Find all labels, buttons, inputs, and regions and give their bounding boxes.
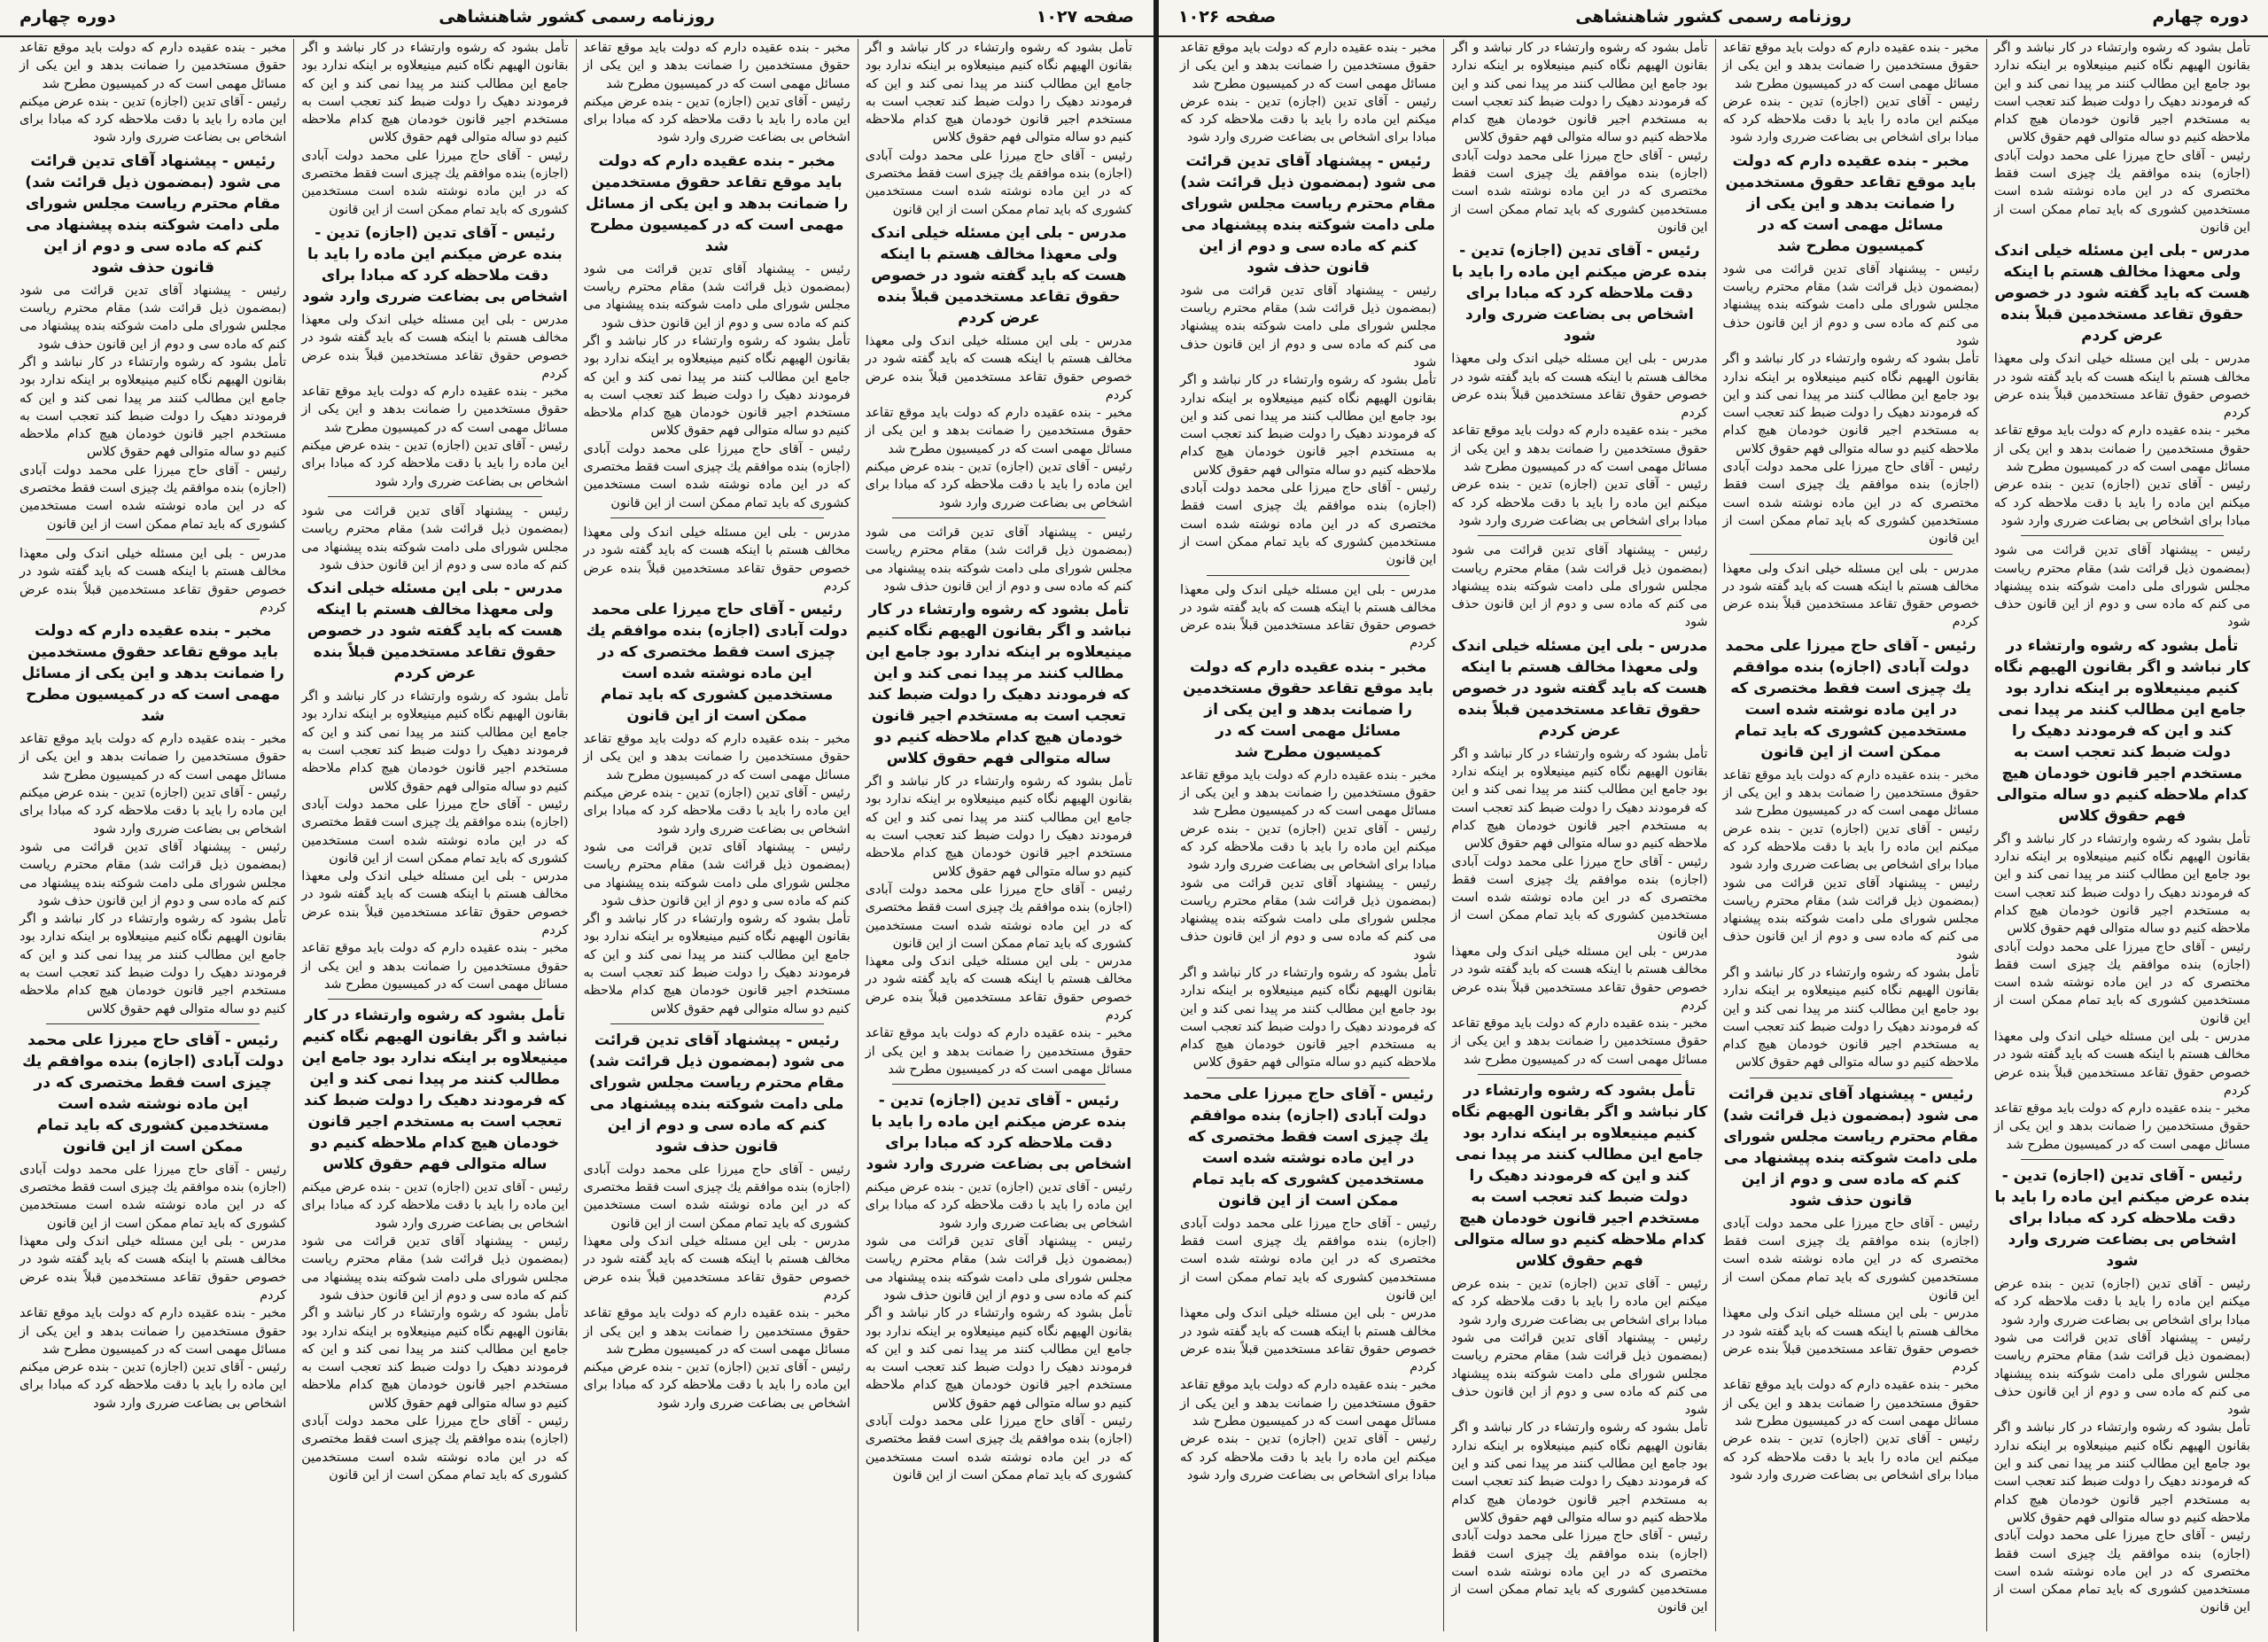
body-paragraph: تأمل بشود که رشوه وارتشاء در کار نباشد و اگر بقانون الهیهم نگاه کنیم مینیعلاوه بر اینکه ندارد بود جامع این مطالب کنند مر پیدا نمی کند و این که فرمودند دهیک را دولت ضبط کند تعجب است به مستخدم اجیر قانون خودمان هیچ کدام ملاحظه کنیم دو ساله متوالی فهم حقوق کلاس xyxy=(583,333,850,439)
body-paragraph: مخبر - بنده عقیده دارم که دولت باید موقع تقاعد حقوق مستخدمین را ضمانت بدهد و این یکی از مسائل مهمی است که در کمیسیون مطرح شد xyxy=(1993,1101,2250,1152)
body-paragraph: تأمل بشود که رشوه وارتشاء در کار نباشد و اگر بقانون الهیهم نگاه کنیم مینیعلاوه بر اینکه ندارد بود جامع این مطالب کنند مر پیدا نمی کند و این که فرمودند دهیک را دولت ضبط کند تعجب است به مستخدم اجیر قانون خودمان هیچ کدام ملاحظه کنیم دو ساله متوالی فهم حقوق کلاس xyxy=(1451,41,1708,145)
speaker-heading: مخبر - بنده عقیده دارم که دولت باید موقع تقاعد حقوق مستخدمین را ضمانت بدهد و این یکی از مسائل مهمی است که در کمیسیون مطرح شد xyxy=(21,622,284,726)
body-paragraph: تأمل بشود که رشوه وارتشاء در کار نباشد و اگر بقانون الهیهم نگاه کنیم مینیعلاوه بر اینکه ندارد بود جامع این مطالب کنند مر پیدا نمی کند و این که فرمودند دهیک را دولت ضبط کند تعجب است به مستخدم اجیر قانون خودمان هیچ کدام ملاحظه کنیم دو ساله متوالی فهم حقوق کلاس xyxy=(19,354,287,460)
body-paragraph: رئیس - پیشنهاد آقای تدین قرائت می شود (بمضمون ذیل قرائت شد) مقام محترم ریاست مجلس شورای ملی دامت شوکته بنده پیشنهاد می کنم که ماده سی و دوم از این قانون حذف شود xyxy=(19,283,287,352)
separator xyxy=(1478,1074,1681,1075)
body-paragraph: تأمل بشود که رشوه وارتشاء در کار نباشد و اگر بقانون الهیهم نگاه کنیم مینیعلاوه بر اینکه ندارد بود جامع این مطالب کنند مر پیدا نمی کند و این که فرمودند دهیک را دولت ضبط کند تعجب است به مستخدم اجیر قانون خودمان هیچ کدام ملاحظه کنیم دو ساله متوالی فهم حقوق کلاس xyxy=(1722,352,1979,456)
body-paragraph: مدرس - بلی این مسئله خیلی اندک ولی معهذا مخالف هستم با اینکه هست که باید گفته شود در خصوص حقوق تقاعد مستخدمین قبلاً بنده عرض کردم xyxy=(865,333,1132,402)
body-paragraph: رئیس - آقای حاج میرزا علی محمد دولت آبادی (اجازه) بنده موافقم یك چیزی است فقط مختصری که در این ماده نوشته شده است مستخدمین کشوری که باید تمام ممکن است از این قانون xyxy=(583,1162,850,1231)
body-paragraph: تأمل بشود که رشوه وارتشاء در کار نباشد و اگر بقانون الهیهم نگاه کنیم مینیعلاوه بر اینکه ندارد بود جامع این مطالب کنند مر پیدا نمی کند و این که فرمودند دهیک را دولت ضبط کند تعجب است به مستخدم اجیر قانون خودمان هیچ کدام ملاحظه کنیم دو ساله متوالی فهم حقوق کلاس xyxy=(1451,1420,1708,1525)
body-paragraph: رئیس - آقای تدین (اجازه) تدین - بنده عرض میکنم این ماده را باید با دقت ملاحظه کرد که مبادا برای اشخاص بی بضاعت ضرری وارد شود xyxy=(865,460,1132,510)
body-paragraph: رئیس - آقای حاج میرزا علی محمد دولت آبادی (اجازه) بنده موافقم یك چیزی است فقط مختصری که در این ماده نوشته شده است مستخدمین کشوری که باید تمام ممکن است از این قانون xyxy=(583,441,850,510)
speaker-heading: رئیس - آقای تدین (اجازه) تدین - بنده عرض میکنم این ماده را باید با دقت ملاحظه کرد که مبادا برای اشخاص بی بضاعت ضرری وارد شود xyxy=(866,1092,1132,1174)
body-paragraph: رئیس - آقای تدین (اجازه) تدین - بنده عرض میکنم این ماده را باید با دقت ملاحظه کرد که مبادا برای اشخاص بی بضاعت ضرری وارد شود xyxy=(1993,478,2250,528)
text-column xyxy=(1173,39,1443,1631)
body-paragraph: رئیس - آقای تدین (اجازه) تدین - بنده عرض میکنم این ماده را باید با دقت ملاحظه کرد که مبادا برای اشخاص بی بضاعت ضرری وارد شود xyxy=(301,1180,569,1231)
body-paragraph: رئیس - پیشنهاد آقای تدین قرائت می شود (بمضمون ذیل قرائت شد) مقام محترم ریاست مجلس شورای ملی دامت شوکته بنده پیشنهاد می کنم که ماده سی و دوم از این قانون حذف شود xyxy=(1451,1330,1708,1418)
body-paragraph: رئیس - پیشنهاد آقای تدین قرائت می شود (بمضمون ذیل قرائت شد) مقام محترم ریاست مجلس شورای ملی دامت شوکته بنده پیشنهاد می کنم که ماده سی و دوم از این قانون حذف شود xyxy=(19,839,287,908)
body-paragraph: مخبر - بنده عقیده دارم که دولت باید موقع تقاعد حقوق مستخدمین را ضمانت بدهد و این یکی از مسائل مهمی است که در کمیسیون مطرح شد xyxy=(1722,1378,1979,1429)
body-paragraph: رئیس - آقای تدین (اجازه) تدین - بنده عرض میکنم این ماده را باید با دقت ملاحظه کرد که مبادا برای اشخاص بی بضاعت ضرری وارد شود xyxy=(1451,1277,1708,1327)
speaker-heading: رئیس - پیشنهاد آقای تدین قرائت می شود (بمضمون ذیل قرائت شد) مقام محترم ریاست مجلس شورای ملی دامت شوکته بنده پیشنهاد می کنم که ماده سی و دوم از این قانون حذف شود xyxy=(1722,1085,1979,1210)
left-page-header xyxy=(0,0,1153,37)
body-paragraph: رئیس - آقای تدین (اجازه) تدین - بنده عرض میکنم این ماده را باید با دقت ملاحظه کرد که مبادا برای اشخاص بی بضاعت ضرری وارد شود xyxy=(19,94,287,145)
body-paragraph: رئیس - پیشنهاد آقای تدین قرائت می شود (بمضمون ذیل قرائت شد) مقام محترم ریاست مجلس شورای ملی دامت شوکته بنده پیشنهاد می کنم که ماده سی و دوم از این قانون حذف شود xyxy=(1722,261,1979,348)
separator xyxy=(2021,535,2224,536)
speaker-heading: تأمل بشود که رشوه وارتشاء در کار نباشد و اگر بقانون الهیهم نگاه کنیم مینیعلاوه بر اینکه ندارد بود جامع این مطالب کنند مر پیدا نمی کند و این که فرمودند دهیک را دولت ضبط کند تعجب است به مستخدم اجیر قانون خودمان هیچ کدام ملاحظه کنیم دو ساله متوالی فهم حقوق کلاس xyxy=(301,1007,569,1174)
issue-label: دوره چهارم xyxy=(2152,7,2249,27)
text-column xyxy=(1715,39,1986,1631)
body-paragraph: رئیس - آقای حاج میرزا علی محمد دولت آبادی (اجازه) بنده موافقم یك چیزی است فقط مختصری که در این ماده نوشته شده است مستخدمین کشوری که باید تمام ممکن است از این قانون xyxy=(301,148,569,217)
body-paragraph: رئیس - آقای حاج میرزا علی محمد دولت آبادی (اجازه) بنده موافقم یك چیزی است فقط مختصری که در این ماده نوشته شده است مستخدمین کشوری که باید تمام ممکن است از این قانون xyxy=(1180,1216,1437,1303)
issue-label: دوره چهارم xyxy=(19,7,116,27)
body-paragraph: رئیس - آقای حاج میرزا علی محمد دولت آبادی (اجازه) بنده موافقم یك چیزی است فقط مختصری که در این ماده نوشته شده است مستخدمین کشوری که باید تمام ممکن است از این قانون xyxy=(1993,1529,2250,1615)
body-paragraph: رئیس - آقای حاج میرزا علی محمد دولت آبادی (اجازه) بنده موافقم یك چیزی است فقط مختصری که در این ماده نوشته شده است مستخدمین کشوری که باید تمام ممکن است از این قانون xyxy=(1451,854,1708,941)
body-paragraph: تأمل بشود که رشوه وارتشاء در کار نباشد و اگر بقانون الهیهم نگاه کنیم مینیعلاوه بر اینکه ندارد بود جامع این مطالب کنند مر پیدا نمی کند و این که فرمودند دهیک را دولت ضبط کند تعجب است به مستخدم اجیر قانون خودمان هیچ کدام ملاحظه کنیم دو ساله متوالی فهم حقوق کلاس xyxy=(19,912,287,1016)
body-paragraph: مخبر - بنده عقیده دارم که دولت باید موقع تقاعد حقوق مستخدمین را ضمانت بدهد و این یکی از مسائل مهمی است که در کمیسیون مطرح شد xyxy=(1722,41,1979,91)
body-paragraph: رئیس - آقای تدین (اجازه) تدین - بنده عرض میکنم این ماده را باید با دقت ملاحظه کرد که مبادا برای اشخاص بی بضاعت ضرری وارد شود xyxy=(865,1180,1132,1231)
body-paragraph: رئیس - پیشنهاد آقای تدین قرائت می شود (بمضمون ذیل قرائت شد) مقام محترم ریاست مجلس شورای ملی دامت شوکته بنده پیشنهاد می کنم که ماده سی و دوم از این قانون حذف شود xyxy=(1993,543,2250,630)
speaker-heading: رئیس - آقای حاج میرزا علی محمد دولت آبادی (اجازه) بنده موافقم یك چیزی است فقط مختصری که در این ماده نوشته شده است مستخدمین کشوری که باید تمام ممکن است از این قانون xyxy=(586,601,848,726)
speaker-heading: رئیس - آقای تدین (اجازه) تدین - بنده عرض میکنم این ماده را باید با دقت ملاحظه کرد که مبادا برای اشخاص بی بضاعت ضرری وارد شود xyxy=(1451,242,1707,346)
body-paragraph: مدرس - بلی این مسئله خیلی اندک ولی معهذا مخالف هستم با اینکه هست که باید گفته شود در خصوص حقوق تقاعد مستخدمین قبلاً بنده عرض کردم xyxy=(1993,1029,2250,1098)
body-paragraph: تأمل بشود که رشوه وارتشاء در کار نباشد و اگر بقانون الهیهم نگاه کنیم مینیعلاوه بر اینکه ندارد بود جامع این مطالب کنند مر پیدا نمی کند و این که فرمودند دهیک را دولت ضبط کند تعجب است به مستخدم اجیر قانون خودمان هیچ کدام ملاحظه کنیم دو ساله متوالی فهم حقوق کلاس xyxy=(1993,41,2250,145)
body-paragraph: مخبر - بنده عقیده دارم که دولت باید موقع تقاعد حقوق مستخدمین را ضمانت بدهد و این یکی از مسائل مهمی است که در کمیسیون مطرح شد xyxy=(865,1026,1132,1077)
body-paragraph: رئیس - پیشنهاد آقای تدین قرائت می شود (بمضمون ذیل قرائت شد) مقام محترم ریاست مجلس شورای ملی دامت شوکته بنده پیشنهاد می کنم که ماده سی و دوم از این قانون حذف شود xyxy=(301,1234,569,1303)
body-paragraph: رئیس - آقای تدین (اجازه) تدین - بنده عرض میکنم این ماده را باید با دقت ملاحظه کرد که مبادا برای اشخاص بی بضاعت ضرری وارد شود xyxy=(583,1360,850,1411)
speaker-heading: مدرس - بلی این مسئله خیلی اندک ولی معهذا مخالف هستم با اینکه هست که باید گفته شود در خصوص حقوق تقاعد مستخدمین قبلاً بنده عرض کردم xyxy=(1451,636,1708,740)
speaker-heading: رئیس - آقای حاج میرزا علی محمد دولت آبادی (اجازه) بنده موافقم یك چیزی است فقط مختصری که در این ماده نوشته شده است مستخدمین کشوری که باید تمام ممکن است از این قانون xyxy=(1183,1085,1434,1210)
page-number: صفحه ۱۰۲۷ xyxy=(1036,7,1134,27)
separator xyxy=(2021,1159,2224,1160)
body-paragraph: مدرس - بلی این مسئله خیلی اندک ولی معهذا مخالف هستم با اینکه هست که باید گفته شود در خصوص حقوق تقاعد مستخدمین قبلاً بنده عرض کردم xyxy=(301,869,569,938)
body-paragraph: تأمل بشود که رشوه وارتشاء در کار نباشد و اگر بقانون الهیهم نگاه کنیم مینیعلاوه بر اینکه ندارد بود جامع این مطالب کنند مر پیدا نمی کند و این که فرمودند دهیک را دولت ضبط کند تعجب است به مستخدم اجیر قانون خودمان هیچ کدام ملاحظه کنیم دو ساله متوالی فهم حقوق کلاس xyxy=(865,1306,1132,1411)
body-paragraph: رئیس - آقای حاج میرزا علی محمد دولت آبادی (اجازه) بنده موافقم یك چیزی است فقط مختصری که در این ماده نوشته شده است مستخدمین کشوری که باید تمام ممکن است از این قانون xyxy=(1722,460,1979,547)
body-paragraph: رئیس - پیشنهاد آقای تدین قرائت می شود (بمضمون ذیل قرائت شد) مقام محترم ریاست مجلس شورای ملی دامت شوکته بنده پیشنهاد می کنم که ماده سی و دوم از این قانون حذف شود xyxy=(1722,875,1979,962)
body-paragraph: رئیس - آقای تدین (اجازه) تدین - بنده عرض میکنم این ماده را باید با دقت ملاحظه کرد که مبادا برای اشخاص بی بضاعت ضرری وارد شود xyxy=(1722,94,1979,145)
speaker-heading: مدرس - بلی این مسئله خیلی اندک ولی معهذا مخالف هستم با اینکه هست که باید گفته شود در خصوص حقوق تقاعد مستخدمین قبلاً بنده عرض کردم xyxy=(1993,242,2250,346)
body-paragraph: تأمل بشود که رشوه وارتشاء در کار نباشد و اگر بقانون الهیهم نگاه کنیم مینیعلاوه بر اینکه ندارد بود جامع این مطالب کنند مر پیدا نمی کند و این که فرمودند دهیک را دولت ضبط کند تعجب است به مستخدم اجیر قانون خودمان هیچ کدام ملاحظه کنیم دو ساله متوالی فهم حقوق کلاس xyxy=(301,41,569,145)
body-paragraph: تأمل بشود که رشوه وارتشاء در کار نباشد و اگر بقانون الهیهم نگاه کنیم مینیعلاوه بر اینکه ندارد بود جامع این مطالب کنند مر پیدا نمی کند و این که فرمودند دهیک را دولت ضبط کند تعجب است به مستخدم اجیر قانون خودمان هیچ کدام ملاحظه کنیم دو ساله متوالی فهم حقوق کلاس xyxy=(1451,746,1708,852)
speaker-heading: مخبر - بنده عقیده دارم که دولت باید موقع تقاعد حقوق مستخدمین را ضمانت بدهد و این یکی از مسائل مهمی است که در کمیسیون مطرح شد xyxy=(1725,152,1977,255)
body-paragraph: مخبر - بنده عقیده دارم که دولت باید موقع تقاعد حقوق مستخدمین را ضمانت بدهد و این یکی از مسائل مهمی است که در کمیسیون مطرح شد xyxy=(1451,1016,1708,1067)
text-column xyxy=(1443,39,1714,1631)
separator xyxy=(46,539,260,540)
body-paragraph: مدرس - بلی این مسئله خیلی اندک ولی معهذا مخالف هستم با اینکه هست که باید گفته شود در خصوص حقوق تقاعد مستخدمین قبلاً بنده عرض کردم xyxy=(301,312,569,381)
body-paragraph: رئیس - آقای حاج میرزا علی محمد دولت آبادی (اجازه) بنده موافقم یك چیزی است فقط مختصری که در این ماده نوشته شده است مستخدمین کشوری که باید تمام ممکن است از این قانون xyxy=(1451,1529,1708,1615)
body-paragraph: مخبر - بنده عقیده دارم که دولت باید موقع تقاعد حقوق مستخدمین را ضمانت بدهد و این یکی از مسائل مهمی است که در کمیسیون مطرح شد xyxy=(1180,41,1437,91)
body-paragraph: مخبر - بنده عقیده دارم که دولت باید موقع تقاعد حقوق مستخدمین را ضمانت بدهد و این یکی از مسائل مهمی است که در کمیسیون مطرح شد xyxy=(19,732,287,782)
body-paragraph: مخبر - بنده عقیده دارم که دولت باید موقع تقاعد حقوق مستخدمین را ضمانت بدهد و این یکی از مسائل مهمی است که در کمیسیون مطرح شد xyxy=(1180,1378,1437,1429)
body-paragraph: تأمل بشود که رشوه وارتشاء در کار نباشد و اگر بقانون الهیهم نگاه کنیم مینیعلاوه بر اینکه ندارد بود جامع این مطالب کنند مر پیدا نمی کند و این که فرمودند دهیک را دولت ضبط کند تعجب است به مستخدم اجیر قانون خودمان هیچ کدام ملاحظه کنیم دو ساله متوالی فهم حقوق کلاس xyxy=(583,912,850,1016)
body-paragraph: مخبر - بنده عقیده دارم که دولت باید موقع تقاعد حقوق مستخدمین را ضمانت بدهد و این یکی از مسائل مهمی است که در کمیسیون مطرح شد xyxy=(865,406,1132,456)
speaker-heading: تأمل بشود که رشوه وارتشاء در کار نباشد و اگر بقانون الهیهم نگاه کنیم مینیعلاوه بر اینکه ندارد بود جامع این مطالب کنند مر پیدا نمی کند و این که فرمودند دهیک را دولت ضبط کند تعجب است به مستخدم اجیر قانون خودمان هیچ کدام ملاحظه کنیم دو ساله متوالی فهم حقوق کلاس xyxy=(1451,1082,1708,1271)
speaker-heading: مخبر - بنده عقیده دارم که دولت باید موقع تقاعد حقوق مستخدمین را ضمانت بدهد و این یکی از مسائل مهمی است که در کمیسیون مطرح شد xyxy=(1183,658,1434,761)
speaker-heading: رئیس - آقای تدین (اجازه) تدین - بنده عرض میکنم این ماده را باید با دقت ملاحظه کرد که مبادا برای اشخاص بی بضاعت ضرری وارد شود xyxy=(302,223,568,306)
body-paragraph: تأمل بشود که رشوه وارتشاء در کار نباشد و اگر بقانون الهیهم نگاه کنیم مینیعلاوه بر اینکه ندارد بود جامع این مطالب کنند مر پیدا نمی کند و این که فرمودند دهیک را دولت ضبط کند تعجب است به مستخدم اجیر قانون خودمان هیچ کدام ملاحظه کنیم دو ساله متوالی فهم حقوق کلاس xyxy=(301,689,569,794)
body-paragraph: رئیس - آقای تدین (اجازه) تدین - بنده عرض میکنم این ماده را باید با دقت ملاحظه کرد که مبادا برای اشخاص بی بضاعت ضرری وارد شود xyxy=(19,786,287,837)
separator xyxy=(328,999,541,1000)
body-paragraph: تأمل بشود که رشوه وارتشاء در کار نباشد و اگر بقانون الهیهم نگاه کنیم مینیعلاوه بر اینکه ندارد بود جامع این مطالب کنند مر پیدا نمی کند و این که فرمودند دهیک را دولت ضبط کند تعجب است به مستخدم اجیر قانون خودمان هیچ کدام ملاحظه کنیم دو ساله متوالی فهم حقوق کلاس xyxy=(1180,965,1437,1070)
speaker-heading: رئیس - پیشنهاد آقای تدین قرائت می شود (بمضمون ذیل قرائت شد) مقام محترم ریاست مجلس شورای ملی دامت شوکته بنده پیشنهاد می کنم که ماده سی و دوم از این قانون حذف شود xyxy=(25,152,282,276)
speaker-heading: رئیس - آقای تدین (اجازه) تدین - بنده عرض میکنم این ماده را باید با دقت ملاحظه کرد که مبادا برای اشخاص بی بضاعت ضرری وارد شود xyxy=(1994,1167,2250,1271)
separator xyxy=(1750,554,1953,555)
body-paragraph: مخبر - بنده عقیده دارم که دولت باید موقع تقاعد حقوق مستخدمین را ضمانت بدهد و این یکی از مسائل مهمی است که در کمیسیون مطرح شد xyxy=(1993,424,2250,475)
body-paragraph: تأمل بشود که رشوه وارتشاء در کار نباشد و اگر بقانون الهیهم نگاه کنیم مینیعلاوه بر اینکه ندارد بود جامع این مطالب کنند مر پیدا نمی کند و این که فرمودند دهیک را دولت ضبط کند تعجب است به مستخدم اجیر قانون خودمان هیچ کدام ملاحظه کنیم دو ساله متوالی فهم حقوق کلاس xyxy=(865,41,1132,145)
body-paragraph: رئیس - پیشنهاد آقای تدین قرائت می شود (بمضمون ذیل قرائت شد) مقام محترم ریاست مجلس شورای ملی دامت شوکته بنده پیشنهاد می کنم که ماده سی و دوم از این قانون حذف شود xyxy=(1180,875,1437,962)
separator xyxy=(1478,535,1681,536)
body-paragraph: رئیس - آقای حاج میرزا علی محمد دولت آبادی (اجازه) بنده موافقم یك چیزی است فقط مختصری که در این ماده نوشته شده است مستخدمین کشوری که باید تمام ممکن است از این قانون xyxy=(301,797,569,866)
page-number: صفحه ۱۰۲۶ xyxy=(1178,7,1277,27)
left-page-columns xyxy=(12,39,1139,1631)
body-paragraph: رئیس - آقای حاج میرزا علی محمد دولت آبادی (اجازه) بنده موافقم یك چیزی است فقط مختصری که در این ماده نوشته شده است مستخدمین کشوری که باید تمام ممکن است از این قانون xyxy=(865,148,1132,217)
body-paragraph: مدرس - بلی این مسئله خیلی اندک ولی معهذا مخالف هستم با اینکه هست که باید گفته شود در خصوص حقوق تقاعد مستخدمین قبلاً بنده عرض کردم xyxy=(1451,352,1708,421)
body-paragraph: رئیس - آقای تدین (اجازه) تدین - بنده عرض میکنم این ماده را باید با دقت ملاحظه کرد که مبادا برای اشخاص بی بضاعت ضرری وارد شود xyxy=(1993,1277,2250,1327)
body-paragraph: رئیس - پیشنهاد آقای تدین قرائت می شود (بمضمون ذیل قرائت شد) مقام محترم ریاست مجلس شورای ملی دامت شوکته بنده پیشنهاد می کنم که ماده سی و دوم از این قانون حذف شود xyxy=(301,503,569,572)
body-paragraph: تأمل بشود که رشوه وارتشاء در کار نباشد و اگر بقانون الهیهم نگاه کنیم مینیعلاوه بر اینکه ندارد بود جامع این مطالب کنند مر پیدا نمی کند و این که فرمودند دهیک را دولت ضبط کند تعجب است به مستخدم اجیر قانون خودمان هیچ کدام ملاحظه کنیم دو ساله متوالی فهم حقوق کلاس xyxy=(301,1306,569,1411)
body-paragraph: مخبر - بنده عقیده دارم که دولت باید موقع تقاعد حقوق مستخدمین را ضمانت بدهد و این یکی از مسائل مهمی است که در کمیسیون مطرح شد xyxy=(19,1306,287,1357)
separator xyxy=(328,496,541,497)
right-page xyxy=(1159,0,2268,1642)
body-paragraph: مدرس - بلی این مسئله خیلی اندک ولی معهذا مخالف هستم با اینکه هست که باید گفته شود در خصوص حقوق تقاعد مستخدمین قبلاً بنده عرض کردم xyxy=(19,546,287,615)
body-paragraph: رئیس - آقای تدین (اجازه) تدین - بنده عرض میکنم این ماده را باید با دقت ملاحظه کرد که مبادا برای اشخاص بی بضاعت ضرری وارد شود xyxy=(1180,1432,1437,1482)
body-paragraph: رئیس - آقای تدین (اجازه) تدین - بنده عرض میکنم این ماده را باید با دقت ملاحظه کرد که مبادا برای اشخاص بی بضاعت ضرری وارد شود xyxy=(583,786,850,837)
body-paragraph: تأمل بشود که رشوه وارتشاء در کار نباشد و اگر بقانون الهیهم نگاه کنیم مینیعلاوه بر اینکه ندارد بود جامع این مطالب کنند مر پیدا نمی کند و این که فرمودند دهیک را دولت ضبط کند تعجب است به مستخدم اجیر قانون خودمان هیچ کدام ملاحظه کنیم دو ساله متوالی فهم حقوق کلاس xyxy=(1993,1420,2250,1525)
body-paragraph: مخبر - بنده عقیده دارم که دولت باید موقع تقاعد حقوق مستخدمین را ضمانت بدهد و این یکی از مسائل مهمی است که در کمیسیون مطرح شد xyxy=(19,41,287,91)
body-paragraph: رئیس - آقای حاج میرزا علی محمد دولت آبادی (اجازه) بنده موافقم یك چیزی است فقط مختصری که در این ماده نوشته شده است مستخدمین کشوری که باید تمام ممکن است از این قانون xyxy=(19,1162,287,1231)
body-paragraph: رئیس - آقای حاج میرزا علی محمد دولت آبادی (اجازه) بنده موافقم یك چیزی است فقط مختصری که در این ماده نوشته شده است مستخدمین کشوری که باید تمام ممکن است از این قانون xyxy=(865,882,1132,951)
body-paragraph: مدرس - بلی این مسئله خیلی اندک ولی معهذا مخالف هستم با اینکه هست که باید گفته شود در خصوص حقوق تقاعد مستخدمین قبلاً بنده عرض کردم xyxy=(1722,561,1979,630)
speaker-heading: مدرس - بلی این مسئله خیلی اندک ولی معهذا مخالف هستم با اینکه هست که باید گفته شود در خصوص حقوق تقاعد مستخدمین قبلاً بنده عرض کردم xyxy=(307,580,563,683)
body-paragraph: رئیس - آقای تدین (اجازه) تدین - بنده عرض میکنم این ماده را باید با دقت ملاحظه کرد که مبادا برای اشخاص بی بضاعت ضرری وارد شود xyxy=(583,94,850,145)
body-paragraph: مخبر - بنده عقیده دارم که دولت باید موقع تقاعد حقوق مستخدمین را ضمانت بدهد و این یکی از مسائل مهمی است که در کمیسیون مطرح شد xyxy=(583,41,850,91)
speaker-heading: رئیس - پیشنهاد آقای تدین قرائت می شود (بمضمون ذیل قرائت شد) مقام محترم ریاست مجلس شورای ملی دامت شوکته بنده پیشنهاد می کنم که ماده سی و دوم از این قانون حذف شود xyxy=(1180,152,1437,276)
body-paragraph: رئیس - پیشنهاد آقای تدین قرائت می شود (بمضمون ذیل قرائت شد) مقام محترم ریاست مجلس شورای ملی دامت شوکته بنده پیشنهاد می کنم که ماده سی و دوم از این قانون حذف شود xyxy=(865,1234,1132,1303)
body-paragraph: رئیس - آقای تدین (اجازه) تدین - بنده عرض میکنم این ماده را باید با دقت ملاحظه کرد که مبادا برای اشخاص بی بضاعت ضرری وارد شود xyxy=(1451,478,1708,528)
separator xyxy=(892,1084,1106,1085)
body-paragraph: رئیس - آقای حاج میرزا علی محمد دولت آبادی (اجازه) بنده موافقم یك چیزی است فقط مختصری که در این ماده نوشته شده است مستخدمین کشوری که باید تمام ممکن است از این قانون xyxy=(301,1414,569,1482)
speaker-heading: تأمل بشود که رشوه وارتشاء در کار نباشد و اگر بقانون الهیهم نگاه کنیم مینیعلاوه بر اینکه ندارد بود جامع این مطالب کنند مر پیدا نمی کند و این که فرمودند دهیک را دولت ضبط کند تعجب است به مستخدم اجیر قانون خودمان هیچ کدام ملاحظه کنیم دو ساله متوالی فهم حقوق کلاس xyxy=(865,601,1132,768)
text-column xyxy=(1986,39,2257,1631)
body-paragraph: مدرس - بلی این مسئله خیلی اندک ولی معهذا مخالف هستم با اینکه هست که باید گفته شود در خصوص حقوق تقاعد مستخدمین قبلاً بنده عرض کردم xyxy=(19,1234,287,1303)
right-page-columns xyxy=(1173,39,2257,1631)
body-paragraph: مدرس - بلی این مسئله خیلی اندک ولی معهذا مخالف هستم با اینکه هست که باید گفته شود در خصوص حقوق تقاعد مستخدمین قبلاً بنده عرض کردم xyxy=(1180,1306,1437,1375)
body-paragraph: رئیس - آقای حاج میرزا علی محمد دولت آبادی (اجازه) بنده موافقم یك چیزی است فقط مختصری که در این ماده نوشته شده است مستخدمین کشوری که باید تمام ممکن است از این قانون xyxy=(865,1414,1132,1482)
body-paragraph: مدرس - بلی این مسئله خیلی اندک ولی معهذا مخالف هستم با اینکه هست که باید گفته شود در خصوص حقوق تقاعد مستخدمین قبلاً بنده عرض کردم xyxy=(1722,1306,1979,1375)
body-paragraph: رئیس - پیشنهاد آقای تدین قرائت می شود (بمضمون ذیل قرائت شد) مقام محترم ریاست مجلس شورای ملی دامت شوکته بنده پیشنهاد می کنم که ماده سی و دوم از این قانون حذف شود xyxy=(1451,543,1708,630)
separator xyxy=(1207,575,1410,576)
speaker-heading: مدرس - بلی این مسئله خیلی اندک ولی معهذا مخالف هستم با اینکه هست که باید گفته شود در خصوص حقوق تقاعد مستخدمین قبلاً بنده عرض کردم xyxy=(870,223,1127,327)
body-paragraph: رئیس - آقای تدین (اجازه) تدین - بنده عرض میکنم این ماده را باید با دقت ملاحظه کرد که مبادا برای اشخاص بی بضاعت ضرری وارد شود xyxy=(1180,94,1437,145)
body-paragraph: مخبر - بنده عقیده دارم که دولت باید موقع تقاعد حقوق مستخدمین را ضمانت بدهد و این یکی از مسائل مهمی است که در کمیسیون مطرح شد xyxy=(1451,424,1708,475)
body-paragraph: رئیس - آقای حاج میرزا علی محمد دولت آبادی (اجازه) بنده موافقم یك چیزی است فقط مختصری که در این ماده نوشته شده است مستخدمین کشوری که باید تمام ممکن است از این قانون xyxy=(1180,481,1437,568)
body-paragraph: مخبر - بنده عقیده دارم که دولت باید موقع تقاعد حقوق مستخدمین را ضمانت بدهد و این یکی از مسائل مهمی است که در کمیسیون مطرح شد xyxy=(301,941,569,992)
body-paragraph: رئیس - آقای حاج میرزا علی محمد دولت آبادی (اجازه) بنده موافقم یك چیزی است فقط مختصری که در این ماده نوشته شده است مستخدمین کشوری که باید تمام ممکن است از این قانون xyxy=(1722,1216,1979,1303)
newspaper-title: روزنامه رسمی کشور شاهنشاهی xyxy=(1575,7,1852,27)
body-paragraph: مخبر - بنده عقیده دارم که دولت باید موقع تقاعد حقوق مستخدمین را ضمانت بدهد و این یکی از مسائل مهمی است که در کمیسیون مطرح شد xyxy=(301,385,569,435)
body-paragraph: رئیس - آقای تدین (اجازه) تدین - بنده عرض میکنم این ماده را باید با دقت ملاحظه کرد که مبادا برای اشخاص بی بضاعت ضرری وارد شود xyxy=(19,1360,287,1411)
body-paragraph: مدرس - بلی این مسئله خیلی اندک ولی معهذا مخالف هستم با اینکه هست که باید گفته شود در خصوص حقوق تقاعد مستخدمین قبلاً بنده عرض کردم xyxy=(865,954,1132,1023)
body-paragraph: رئیس - آقای تدین (اجازه) تدین - بنده عرض میکنم این ماده را باید با دقت ملاحظه کرد که مبادا برای اشخاص بی بضاعت ضرری وارد شود xyxy=(1722,821,1979,873)
speaker-heading: رئیس - آقای حاج میرزا علی محمد دولت آبادی (اجازه) بنده موافقم یك چیزی است فقط مختصری که در این ماده نوشته شده است مستخدمین کشوری که باید تمام ممکن است از این قانون xyxy=(1725,636,1977,761)
body-paragraph: مدرس - بلی این مسئله خیلی اندک ولی معهذا مخالف هستم با اینکه هست که باید گفته شود در خصوص حقوق تقاعد مستخدمین قبلاً بنده عرض کردم xyxy=(583,525,850,594)
speaker-heading: مخبر - بنده عقیده دارم که دولت باید موقع تقاعد حقوق مستخدمین را ضمانت بدهد و این یکی از مسائل مهمی است که در کمیسیون مطرح شد xyxy=(585,152,849,255)
body-paragraph: مدرس - بلی این مسئله خیلی اندک ولی معهذا مخالف هستم با اینکه هست که باید گفته شود در خصوص حقوق تقاعد مستخدمین قبلاً بنده عرض کردم xyxy=(1180,582,1437,651)
body-paragraph: رئیس - پیشنهاد آقای تدین قرائت می شود (بمضمون ذیل قرائت شد) مقام محترم ریاست مجلس شورای ملی دامت شوکته بنده پیشنهاد می کنم که ماده سی و دوم از این قانون حذف شود xyxy=(1993,1330,2250,1418)
body-paragraph: مخبر - بنده عقیده دارم که دولت باید موقع تقاعد حقوق مستخدمین را ضمانت بدهد و این یکی از مسائل مهمی است که در کمیسیون مطرح شد xyxy=(1180,767,1437,819)
body-paragraph: رئیس - آقای تدین (اجازه) تدین - بنده عرض میکنم این ماده را باید با دقت ملاحظه کرد که مبادا برای اشخاص بی بضاعت ضرری وارد شود xyxy=(1180,821,1437,873)
separator xyxy=(610,1023,824,1024)
body-paragraph: رئیس - آقای حاج میرزا علی محمد دولت آبادی (اجازه) بنده موافقم یك چیزی است فقط مختصری که در این ماده نوشته شده است مستخدمین کشوری که باید تمام ممکن است از این قانون xyxy=(1993,148,2250,235)
body-paragraph: مدرس - بلی این مسئله خیلی اندک ولی معهذا مخالف هستم با اینکه هست که باید گفته شود در خصوص حقوق تقاعد مستخدمین قبلاً بنده عرض کردم xyxy=(1451,944,1708,1013)
separator xyxy=(46,1023,260,1024)
speaker-heading: رئیس - پیشنهاد آقای تدین قرائت می شود (بمضمون ذیل قرائت شد) مقام محترم ریاست مجلس شورای ملی دامت شوکته بنده پیشنهاد می کنم که ماده سی و دوم از این قانون حذف شود xyxy=(588,1031,845,1156)
text-column xyxy=(576,39,858,1631)
body-paragraph: رئیس - آقای حاج میرزا علی محمد دولت آبادی (اجازه) بنده موافقم یك چیزی است فقط مختصری که در این ماده نوشته شده است مستخدمین کشوری که باید تمام ممکن است از این قانون xyxy=(1993,939,2250,1026)
body-paragraph: مخبر - بنده عقیده دارم که دولت باید موقع تقاعد حقوق مستخدمین را ضمانت بدهد و این یکی از مسائل مهمی است که در کمیسیون مطرح شد xyxy=(1722,767,1979,819)
body-paragraph: رئیس - پیشنهاد آقای تدین قرائت می شود (بمضمون ذیل قرائت شد) مقام محترم ریاست مجلس شورای ملی دامت شوکته بنده پیشنهاد می کنم که ماده سی و دوم از این قانون حذف شود xyxy=(1180,283,1437,370)
body-paragraph: مخبر - بنده عقیده دارم که دولت باید موقع تقاعد حقوق مستخدمین را ضمانت بدهد و این یکی از مسائل مهمی است که در کمیسیون مطرح شد xyxy=(583,732,850,782)
body-paragraph: رئیس - آقای تدین (اجازه) تدین - بنده عرض میکنم این ماده را باید با دقت ملاحظه کرد که مبادا برای اشخاص بی بضاعت ضرری وارد شود xyxy=(1722,1432,1979,1482)
body-paragraph: رئیس - آقای حاج میرزا علی محمد دولت آبادی (اجازه) بنده موافقم یك چیزی است فقط مختصری که در این ماده نوشته شده است مستخدمین کشوری که باید تمام ممکن است از این قانون xyxy=(1451,148,1708,235)
body-paragraph: رئیس - پیشنهاد آقای تدین قرائت می شود (بمضمون ذیل قرائت شد) مقام محترم ریاست مجلس شورای ملی دامت شوکته بنده پیشنهاد می کنم که ماده سی و دوم از این قانون حذف شود xyxy=(583,839,850,908)
text-column xyxy=(293,39,575,1631)
body-paragraph: تأمل بشود که رشوه وارتشاء در کار نباشد و اگر بقانون الهیهم نگاه کنیم مینیعلاوه بر اینکه ندارد بود جامع این مطالب کنند مر پیدا نمی کند و این که فرمودند دهیک را دولت ضبط کند تعجب است به مستخدم اجیر قانون خودمان هیچ کدام ملاحظه کنیم دو ساله متوالی فهم حقوق کلاس xyxy=(1722,965,1979,1070)
body-paragraph: رئیس - آقای حاج میرزا علی محمد دولت آبادی (اجازه) بنده موافقم یك چیزی است فقط مختصری که در این ماده نوشته شده است مستخدمین کشوری که باید تمام ممکن است از این قانون xyxy=(19,463,287,532)
body-paragraph: رئیس - پیشنهاد آقای تدین قرائت می شود (بمضمون ذیل قرائت شد) مقام محترم ریاست مجلس شورای ملی دامت شوکته بنده پیشنهاد می کنم که ماده سی و دوم از این قانون حذف شود xyxy=(583,261,850,331)
body-paragraph: تأمل بشود که رشوه وارتشاء در کار نباشد و اگر بقانون الهیهم نگاه کنیم مینیعلاوه بر اینکه ندارد بود جامع این مطالب کنند مر پیدا نمی کند و این که فرمودند دهیک را دولت ضبط کند تعجب است به مستخدم اجیر قانون خودمان هیچ کدام ملاحظه کنیم دو ساله متوالی فهم حقوق کلاس xyxy=(1180,373,1437,478)
body-paragraph: مدرس - بلی این مسئله خیلی اندک ولی معهذا مخالف هستم با اینکه هست که باید گفته شود در خصوص حقوق تقاعد مستخدمین قبلاً بنده عرض کردم xyxy=(1993,352,2250,421)
body-paragraph: رئیس - آقای تدین (اجازه) تدین - بنده عرض میکنم این ماده را باید با دقت ملاحظه کرد که مبادا برای اشخاص بی بضاعت ضرری وارد شود xyxy=(301,439,569,489)
text-column xyxy=(12,39,293,1631)
body-paragraph: تأمل بشود که رشوه وارتشاء در کار نباشد و اگر بقانون الهیهم نگاه کنیم مینیعلاوه بر اینکه ندارد بود جامع این مطالب کنند مر پیدا نمی کند و این که فرمودند دهیک را دولت ضبط کند تعجب است به مستخدم اجیر قانون خودمان هیچ کدام ملاحظه کنیم دو ساله متوالی فهم حقوق کلاس xyxy=(1993,831,2250,937)
body-paragraph: مخبر - بنده عقیده دارم که دولت باید موقع تقاعد حقوق مستخدمین را ضمانت بدهد و این یکی از مسائل مهمی است که در کمیسیون مطرح شد xyxy=(583,1306,850,1357)
body-paragraph: مدرس - بلی این مسئله خیلی اندک ولی معهذا مخالف هستم با اینکه هست که باید گفته شود در خصوص حقوق تقاعد مستخدمین قبلاً بنده عرض کردم xyxy=(583,1234,850,1303)
body-paragraph: رئیس - پیشنهاد آقای تدین قرائت می شود (بمضمون ذیل قرائت شد) مقام محترم ریاست مجلس شورای ملی دامت شوکته بنده پیشنهاد می کنم که ماده سی و دوم از این قانون حذف شود xyxy=(865,525,1132,594)
speaker-heading: رئیس - آقای حاج میرزا علی محمد دولت آبادی (اجازه) بنده موافقم یك چیزی است فقط مختصری که در این ماده نوشته شده است مستخدمین کشوری که باید تمام ممکن است از این قانون xyxy=(22,1031,284,1156)
body-paragraph: تأمل بشود که رشوه وارتشاء در کار نباشد و اگر بقانون الهیهم نگاه کنیم مینیعلاوه بر اینکه ندارد بود جامع این مطالب کنند مر پیدا نمی کند و این که فرمودند دهیک را دولت ضبط کند تعجب است به مستخدم اجیر قانون خودمان هیچ کدام ملاحظه کنیم دو ساله متوالی فهم حقوق کلاس xyxy=(865,774,1132,879)
speaker-heading: تأمل بشود که رشوه وارتشاء در کار نباشد و اگر بقانون الهیهم نگاه کنیم مینیعلاوه بر اینکه ندارد بود جامع این مطالب کنند مر پیدا نمی کند و این که فرمودند دهیک را دولت ضبط کند تعجب است به مستخدم اجیر قانون خودمان هیچ کدام ملاحظه کنیم دو ساله متوالی فهم حقوق کلاس xyxy=(1993,636,2250,825)
text-column xyxy=(858,39,1139,1631)
newspaper-title: روزنامه رسمی کشور شاهنشاهی xyxy=(439,7,715,27)
right-page-header xyxy=(1159,0,2268,37)
